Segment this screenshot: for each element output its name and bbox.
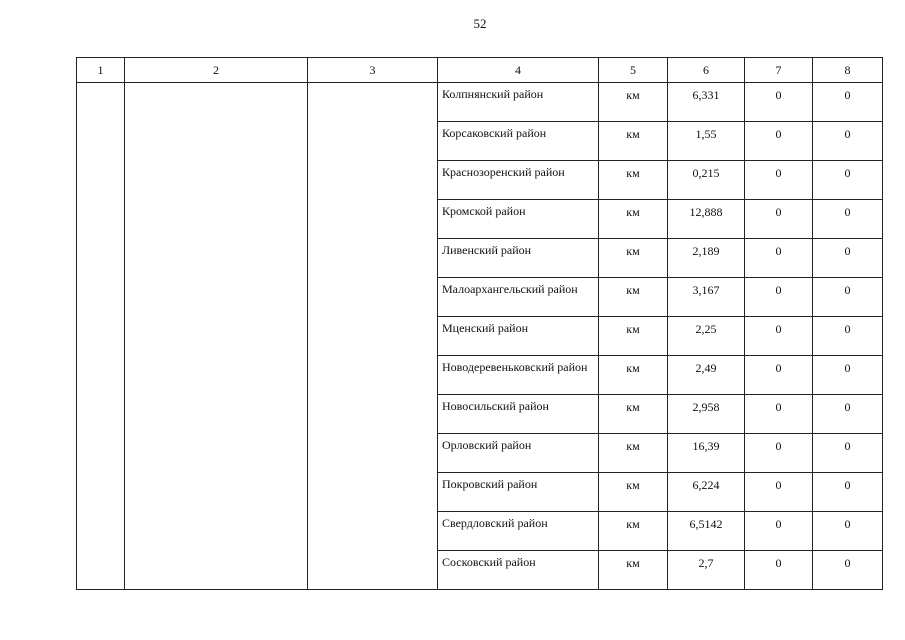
col7-cell: 0 xyxy=(745,395,813,434)
district-name-cell: Покровский район xyxy=(438,473,599,512)
col8-cell: 0 xyxy=(813,356,883,395)
blank-col-2 xyxy=(125,83,308,590)
unit-cell: км xyxy=(599,356,668,395)
unit-cell: км xyxy=(599,239,668,278)
col8-cell: 0 xyxy=(813,239,883,278)
header-col-4: 4 xyxy=(438,58,599,83)
col8-cell: 0 xyxy=(813,278,883,317)
value-cell: 2,958 xyxy=(668,395,745,434)
district-name-cell: Новодеревеньковский район xyxy=(438,356,599,395)
value-cell: 6,331 xyxy=(668,83,745,122)
value-cell: 2,7 xyxy=(668,551,745,590)
value-cell: 16,39 xyxy=(668,434,745,473)
district-name-cell: Колпнянский район xyxy=(438,83,599,122)
district-name-cell: Сосковский район xyxy=(438,551,599,590)
value-cell: 2,189 xyxy=(668,239,745,278)
header-col-5: 5 xyxy=(599,58,668,83)
col7-cell: 0 xyxy=(745,512,813,551)
header-col-1: 1 xyxy=(77,58,125,83)
district-name-cell: Корсаковский район xyxy=(438,122,599,161)
district-name-cell: Краснозоренский район xyxy=(438,161,599,200)
header-col-2: 2 xyxy=(125,58,308,83)
district-name-cell: Малоархангельский район xyxy=(438,278,599,317)
col7-cell: 0 xyxy=(745,278,813,317)
district-name-cell: Кромской район xyxy=(438,200,599,239)
unit-cell: км xyxy=(599,161,668,200)
col8-cell: 0 xyxy=(813,161,883,200)
unit-cell: км xyxy=(599,122,668,161)
col7-cell: 0 xyxy=(745,83,813,122)
value-cell: 6,5142 xyxy=(668,512,745,551)
col7-cell: 0 xyxy=(745,122,813,161)
col8-cell: 0 xyxy=(813,551,883,590)
col7-cell: 0 xyxy=(745,239,813,278)
col7-cell: 0 xyxy=(745,317,813,356)
value-cell: 0,215 xyxy=(668,161,745,200)
unit-cell: км xyxy=(599,395,668,434)
header-col-7: 7 xyxy=(745,58,813,83)
col8-cell: 0 xyxy=(813,434,883,473)
value-cell: 12,888 xyxy=(668,200,745,239)
district-name-cell: Мценский район xyxy=(438,317,599,356)
unit-cell: км xyxy=(599,434,668,473)
col8-cell: 0 xyxy=(813,317,883,356)
district-name-cell: Ливенский район xyxy=(438,239,599,278)
col8-cell: 0 xyxy=(813,83,883,122)
col8-cell: 0 xyxy=(813,395,883,434)
table-header xyxy=(77,58,883,83)
col8-cell: 0 xyxy=(813,122,883,161)
header-row xyxy=(77,58,883,83)
value-cell: 3,167 xyxy=(668,278,745,317)
unit-cell: км xyxy=(599,317,668,356)
unit-cell: км xyxy=(599,551,668,590)
data-table xyxy=(76,57,883,590)
unit-cell: км xyxy=(599,278,668,317)
table-row xyxy=(77,83,883,122)
value-cell: 2,49 xyxy=(668,356,745,395)
value-cell: 2,25 xyxy=(668,317,745,356)
col7-cell: 0 xyxy=(745,200,813,239)
unit-cell: км xyxy=(599,83,668,122)
col8-cell: 0 xyxy=(813,473,883,512)
district-name-cell: Свердловский район xyxy=(438,512,599,551)
unit-cell: км xyxy=(599,200,668,239)
col7-cell: 0 xyxy=(745,434,813,473)
blank-col-3 xyxy=(308,83,438,590)
page-number: 52 xyxy=(473,16,487,31)
col7-cell: 0 xyxy=(745,473,813,512)
unit-cell: км xyxy=(599,512,668,551)
blank-col-1 xyxy=(77,83,125,590)
district-name-cell: Новосильский район xyxy=(438,395,599,434)
header-col-3: 3 xyxy=(308,58,438,83)
col7-cell: 0 xyxy=(745,356,813,395)
col8-cell: 0 xyxy=(813,512,883,551)
col8-cell: 0 xyxy=(813,200,883,239)
col7-cell: 0 xyxy=(745,161,813,200)
col7-cell: 0 xyxy=(745,551,813,590)
value-cell: 1,55 xyxy=(668,122,745,161)
header-col-6: 6 xyxy=(668,58,745,83)
district-name-cell: Орловский район xyxy=(438,434,599,473)
unit-cell: км xyxy=(599,473,668,512)
header-col-8: 8 xyxy=(813,58,883,83)
table-body xyxy=(77,83,883,590)
value-cell: 6,224 xyxy=(668,473,745,512)
